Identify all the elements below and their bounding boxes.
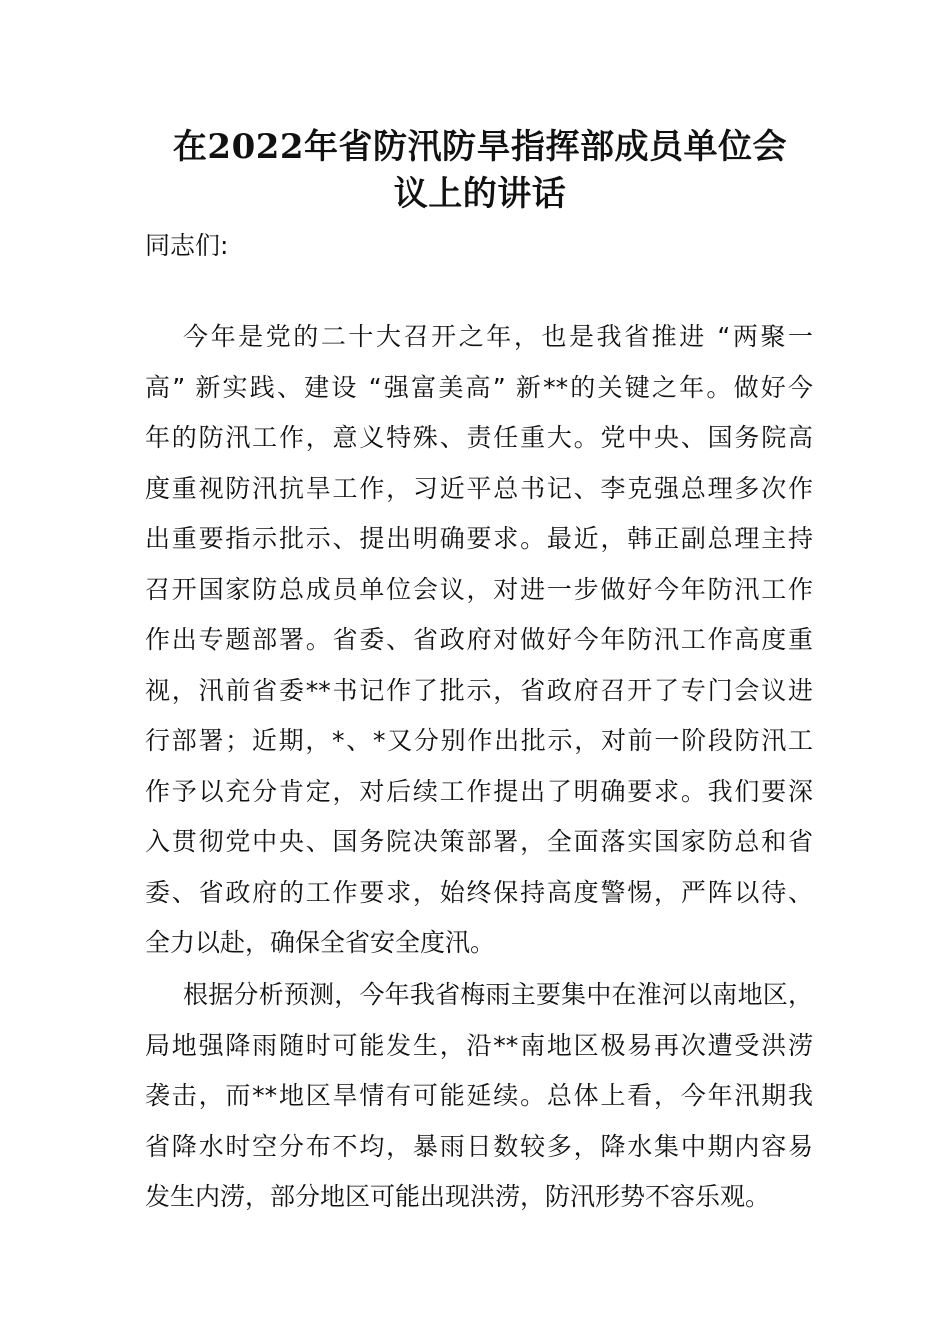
title-line-1: 在2022年省防汛防旱指挥部成员单位会 [172,127,788,167]
paragraph-line: 视，汛前省委**书记作了批示，省政府召开了专门会议进 [145,675,813,705]
paragraph-line: 度重视防汛抗旱工作，习近平总书记、李克强总理多次作 [145,473,813,503]
paragraph-line: 高” 新实践、建设 “强富美高” 新**的关键之年。做好今 [145,372,813,402]
paragraph-line: 局地强降雨随时可能发生，沿**南地区极易再次遭受洪涝 [145,1030,813,1060]
paragraph-2 [145,970,813,1223]
paragraph-line: 年的防汛工作，意义特殊、责任重大。党中央、国务院高 [145,423,813,452]
paragraph-line: 召开国家防总成员单位会议，对进一步做好今年防汛工作 [145,574,813,604]
paragraph-line: 入贯彻党中央、国务院决策部署，全面落实国家防总和省 [145,827,813,856]
paragraph-line: 根据分析预测，今年我省梅雨主要集中在淮河以南地区， [183,980,813,1009]
document-title [150,124,810,218]
salutation: 同志们: [145,231,229,260]
paragraph-line: 出重要指示批示、提出明确要求。最近，韩正副总理主持 [145,524,813,553]
paragraph-line: 全力以赴，确保全省安全度汛。 [145,928,496,957]
paragraph-line: 省降水时空分布不均，暴雨日数较多，降水集中期内容易 [145,1131,813,1161]
title-line-2: 议上的讲话 [393,174,567,214]
paragraph-line: 发生内涝，部分地区可能出现洪涝，防汛形势不容乐观。 [145,1182,771,1211]
paragraph-line: 委、省政府的工作要求，始终保持高度警惕，严阵以待、 [145,877,813,907]
paragraph-1 [145,312,813,969]
paragraph-line: 袭击，而**地区旱情有可能延续。总体上看，今年汛期我 [145,1081,813,1110]
paragraph-line: 今年是党的二十大召开之年，也是我省推进 “两聚一 [183,322,813,351]
paragraph-line: 作出专题部署。省委、省政府对做好今年防汛工作高度重 [145,625,813,654]
paragraph-line: 作予以充分肯定，对后续工作提出了明确要求。我们要深 [145,776,813,806]
paragraph-line: 行部署；近期，*、*又分别作出批示，对前一阶段防汛工 [145,726,813,755]
